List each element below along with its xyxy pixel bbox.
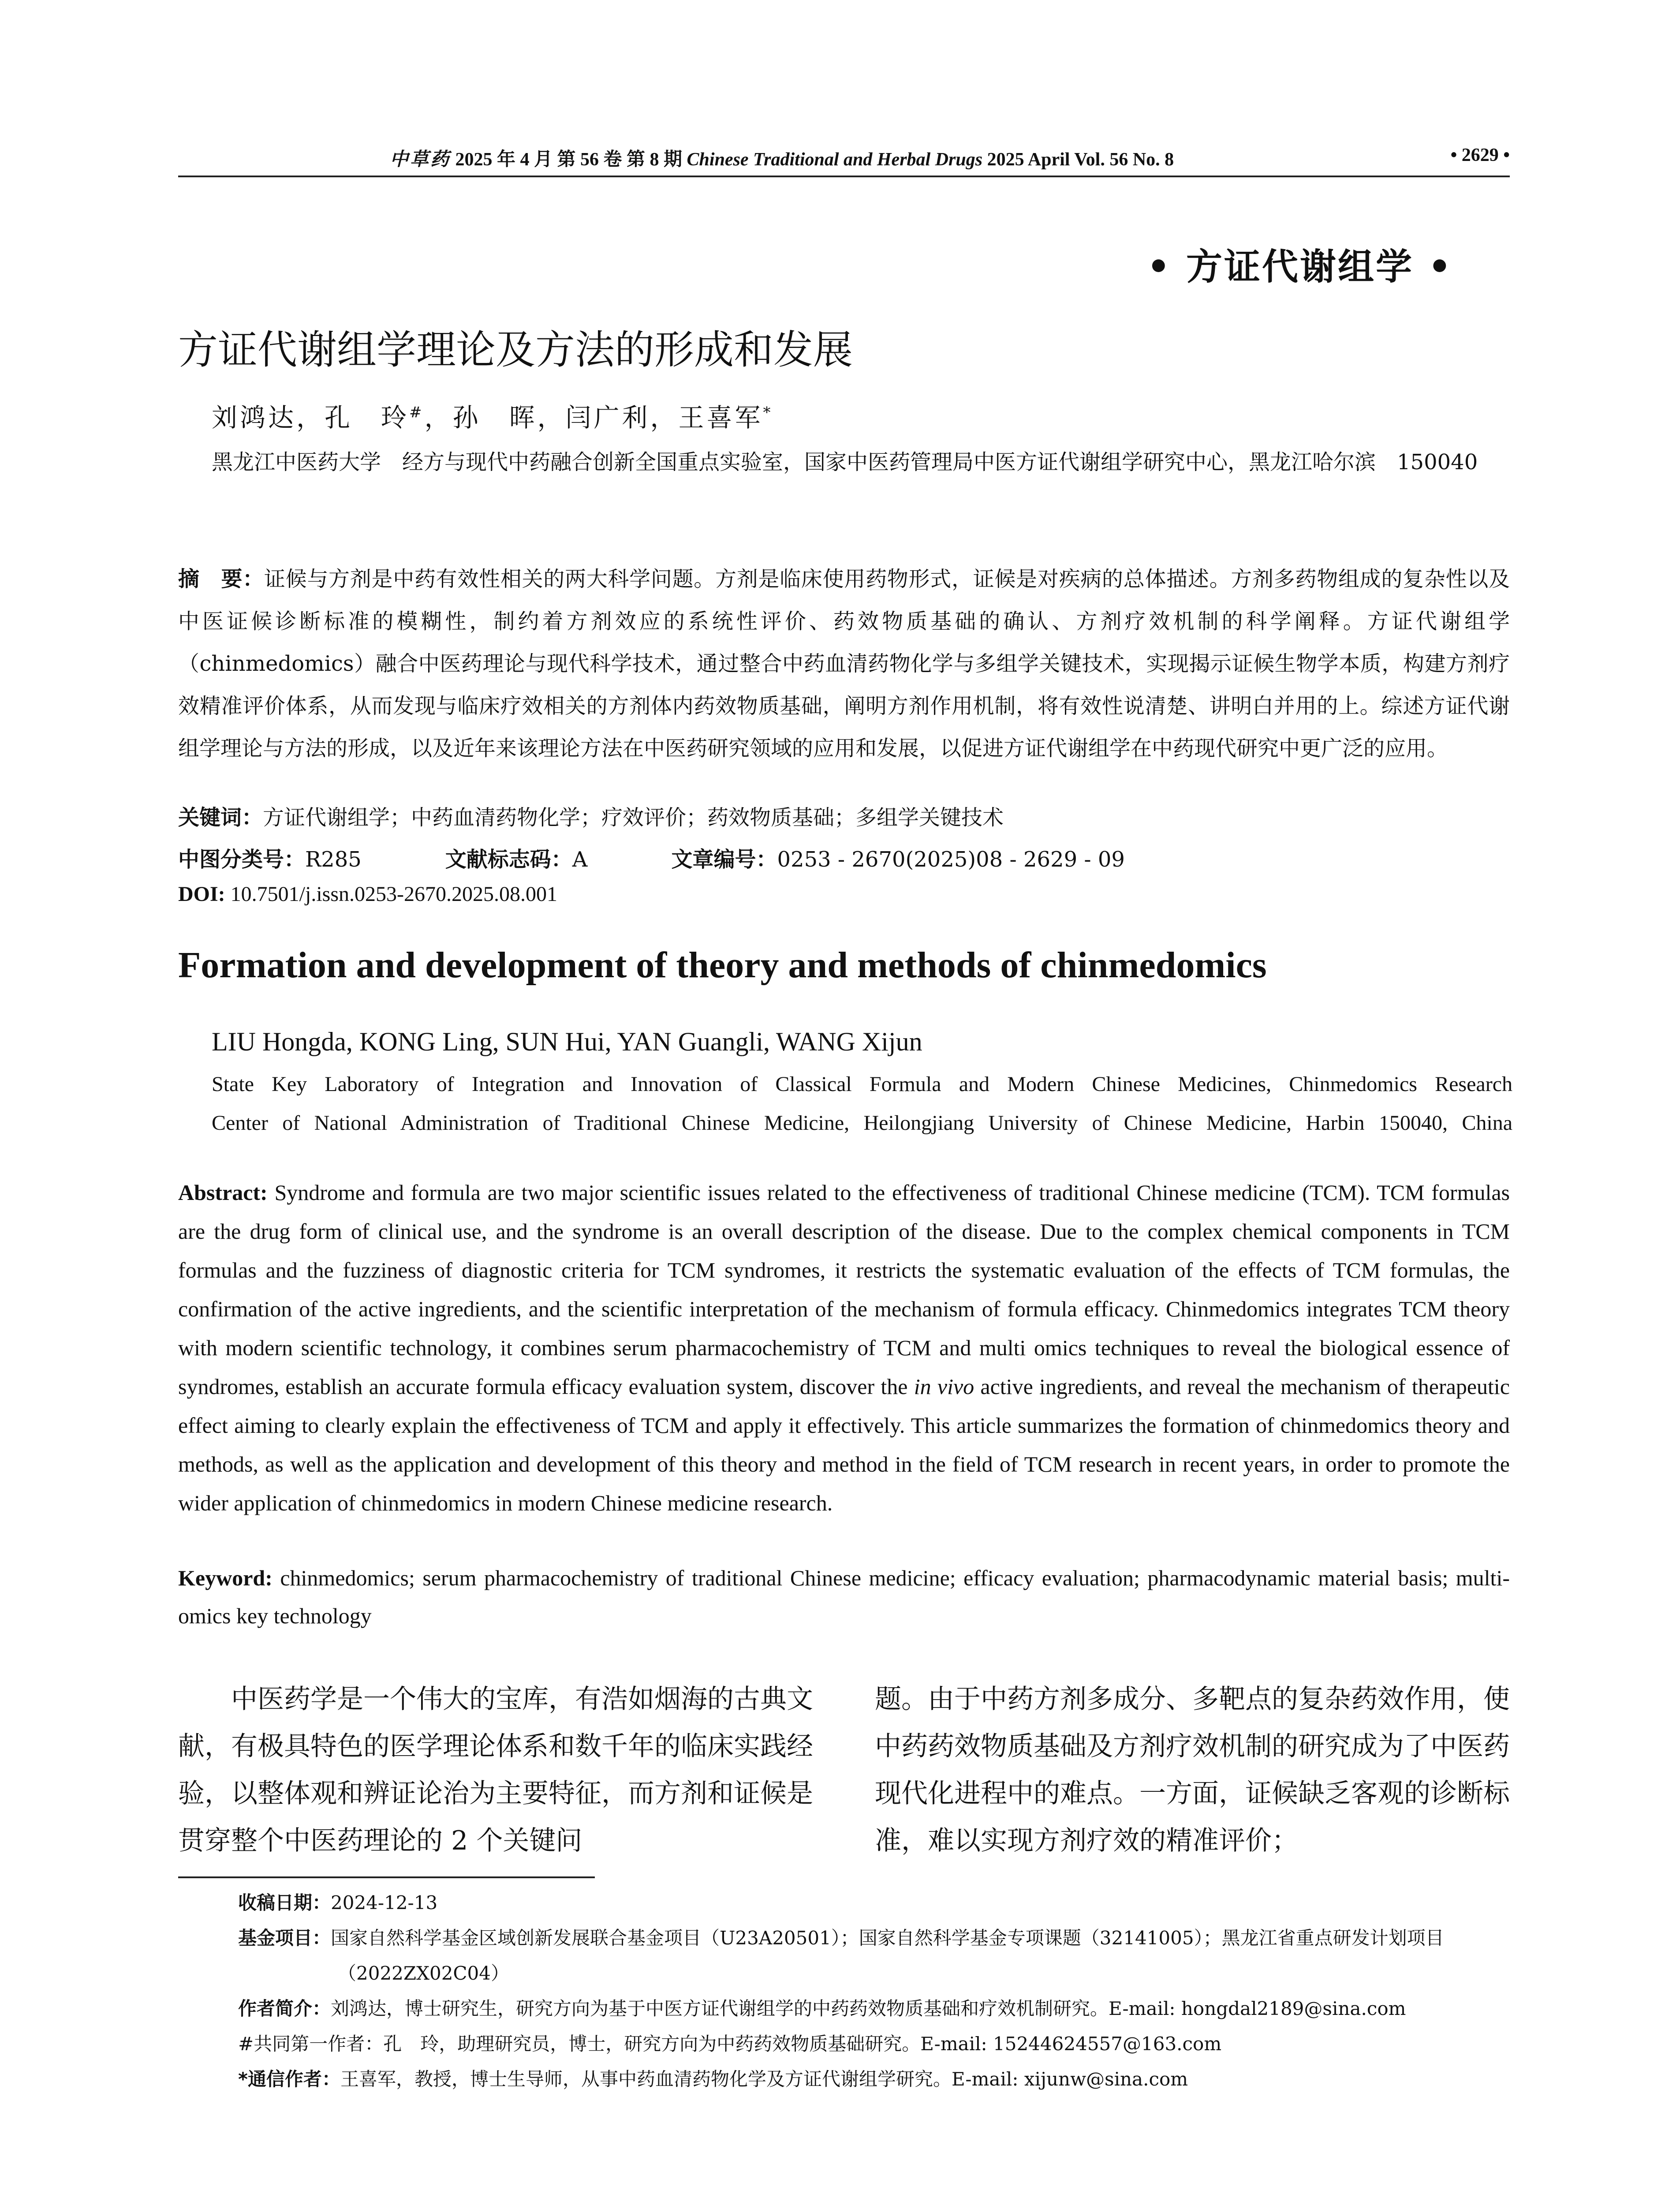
- journal-name-cn: 中草药: [390, 149, 451, 170]
- body-column-left: 中医药学是一个伟大的宝库，有浩如烟海的古典文献，有极具特色的医学理论体系和数千年的临床实践经验，以整体观和辨证论治为主要特征，而方剂和证候是贯穿整个中医药理论的 2 个关键问: [178, 1684, 813, 1856]
- keywords-cn-label: 关键词：: [178, 805, 263, 830]
- corresponding-marker: *: [763, 404, 773, 422]
- keyword-en-text: chinmedomics; serum pharmacochemistry of traditional Chinese medicine; efficacy evaluation; pharmacodynamic material basis; multi-omics key technology: [178, 1566, 1510, 1628]
- article-no-label: 文章编号：: [671, 847, 777, 872]
- header-rule: [178, 176, 1510, 177]
- classification-row: [178, 842, 1125, 873]
- header-journal: [390, 145, 1174, 171]
- authors-cn-part2: ，孙 晖，闫广利，王喜军: [424, 403, 763, 433]
- column-tag: • 方证代谢组学 •: [1147, 246, 1453, 288]
- abstract-en-text1: Syndrome and formula are two major scientific issues related to the effectiveness of traditional Chinese medicine (TCM). TCM formulas are the drug form of clinical use, and the syndrome is an overall description of the disease. Due to the complex chemical components in TCM formulas and the fuzziness of diagnostic criteria for TCM syndromes, it restricts the systematic evaluation of the effects of TCM formulas, the confirmation of the active ingredients, and the scientific interpretation of the mechanism of formula efficacy. Chinmedomics integrates TCM theory with modern scientific technology, it combines serum pharmacochemistry of TCM and multi omics techniques to reveal the biological essence of syndromes, establish an accurate formula efficacy evaluation system, discover the: [178, 1180, 1510, 1399]
- doc-code-label: 文献标志码：: [445, 847, 572, 872]
- authors-cn: [212, 397, 773, 434]
- keywords-cn-text: 方证代谢组学；中药血清药物化学；疗效评价；药效物质基础；多组学关键技术: [263, 805, 1004, 830]
- body-column-right: 题。由于中药方剂多成分、多靶点的复杂药效作用，使中药药效物质基础及方剂疗效机制的研究成为了中医药现代化进程中的难点。一方面，证候缺乏客观的诊断标准，难以实现方剂疗效的精准评价；: [875, 1684, 1510, 1856]
- abstract-en-italic: in vivo: [914, 1374, 974, 1399]
- abstract-en-text2: active ingredients, and reveal the mechanism of therapeutic effect aiming to clearly explain the effectiveness of TCM and apply it effectively. This article summarizes the formation of chinmedomics theory and methods, as well as the application and development of this theory and method in the field of TCM research in recent years, in order to promote the wider application of chinmedomics in modern Chinese medicine research.: [178, 1374, 1510, 1515]
- cofirst-author: #共同第一作者：孔 玲，助理研究员，博士，研究方向为中药药效物质基础研究。E-mail: 15244624557@163.com: [238, 2033, 1222, 2055]
- abstract-en: [178, 1173, 1510, 1522]
- article-no-value: 0253 - 2670(2025)08 - 2629 - 09: [777, 847, 1125, 872]
- doi-label: DOI:: [178, 882, 225, 906]
- page-number: • 2629 •: [1450, 145, 1510, 165]
- abstract-cn-text: 证候与方剂是中药有效性相关的两大科学问题。方剂是临床使用药物形式，证候是对疾病的总体描述。方剂多药物组成的复杂性以及中医证候诊断标准的模糊性，制约着方剂效应的系统性评价、药效物质基础的确认、方剂疗效机制的科学阐释。方证代谢组学（chinmedomics）融合中医药理论与现代科学技术，通过整合中药血清药物化学与多组学关键技术，实现揭示证候生物学本质，构建方剂疗效精准评价体系，从而发现与临床疗效相关的方剂体内药效物质基础，阐明方剂作用机制，将有效性说清楚、讲明白并用的上。综述方证代谢组学理论与方法的形成，以及近年来该理论方法在中医药研究领域的应用和发展，以促进方证代谢组学在中药现代研究中更广泛的应用。: [178, 567, 1510, 761]
- issue-date-cn: 2025 年 4 月 第 56 卷 第 8 期: [455, 149, 683, 170]
- keyword-en-label: Keyword:: [178, 1566, 273, 1590]
- cofirst-marker: #: [409, 404, 425, 422]
- fund-info: 基金项目：国家自然科学基金区域创新发展联合基金项目（U23A20501）；国家自然科学基金专项课题（32141005）；黑龙江省重点研发计划项目（2022ZX02C04）: [238, 1927, 1444, 1984]
- keywords-cn: [178, 800, 1004, 831]
- affiliation-en-line2: Center of National Administration of Traditional Chinese Medicine, Heilongjiang University of Chinese Medicine, Harbin 150040, China: [212, 1111, 1512, 1135]
- authors-en: LIU Hongda, KONG Ling, SUN Hui, YAN Guangli, WANG Xijun: [212, 1027, 922, 1056]
- author-bio: 作者简介：刘鸿达，博士研究生，研究方向为基于中医方证代谢组学的中药药效物质基础和疗效机制研究。E-mail: hongdal2189@sina.com: [238, 1998, 1406, 2019]
- running-header: [178, 145, 1510, 176]
- received-date: 收稿日期：2024-12-13: [238, 1892, 438, 1913]
- abstract-cn: [178, 558, 1510, 770]
- journal-name-en: Chinese Traditional and Herbal Drugs: [687, 149, 983, 170]
- keyword-en: [178, 1559, 1510, 1635]
- footnotes: [238, 1885, 1512, 2097]
- affiliation-en: [212, 1065, 1512, 1143]
- abstract-cn-label: 摘 要：: [178, 567, 264, 591]
- abstract-en-label: Abstract:: [178, 1180, 268, 1205]
- footnote-rule: [178, 1876, 595, 1878]
- authors-cn-part1: 刘鸿达，孔 玲: [212, 403, 410, 433]
- title-en: Formation and development of theory and methods of chinmedomics: [178, 945, 1267, 986]
- doi-link[interactable]: 10.7501/j.issn.0253-2670.2025.08.001: [230, 882, 558, 906]
- affiliation-cn: 黑龙江中医药大学 经方与现代中药融合创新全国重点实验室，国家中医药管理局中医方证代谢组学研究中心，黑龙江哈尔滨 150040: [212, 450, 1478, 475]
- doi-line: [178, 882, 557, 906]
- corresponding-author: *通信作者：王喜军，教授，博士生导师，从事中药血清药物化学及方证代谢组学研究。E-mail: xijunw@sina.com: [238, 2068, 1188, 2090]
- clc-value: R285: [305, 847, 362, 872]
- doc-code-value: A: [572, 847, 588, 872]
- affiliation-en-line1: State Key Laboratory of Integration and Innovation of Classical Formula and Modern Chinese Medicines, Chinmedomics Research: [212, 1073, 1512, 1096]
- title-cn: 方证代谢组学理论及方法的形成和发展: [178, 327, 853, 373]
- issue-date-en: 2025 April Vol. 56 No. 8: [987, 149, 1174, 170]
- clc-label: 中图分类号：: [178, 847, 306, 872]
